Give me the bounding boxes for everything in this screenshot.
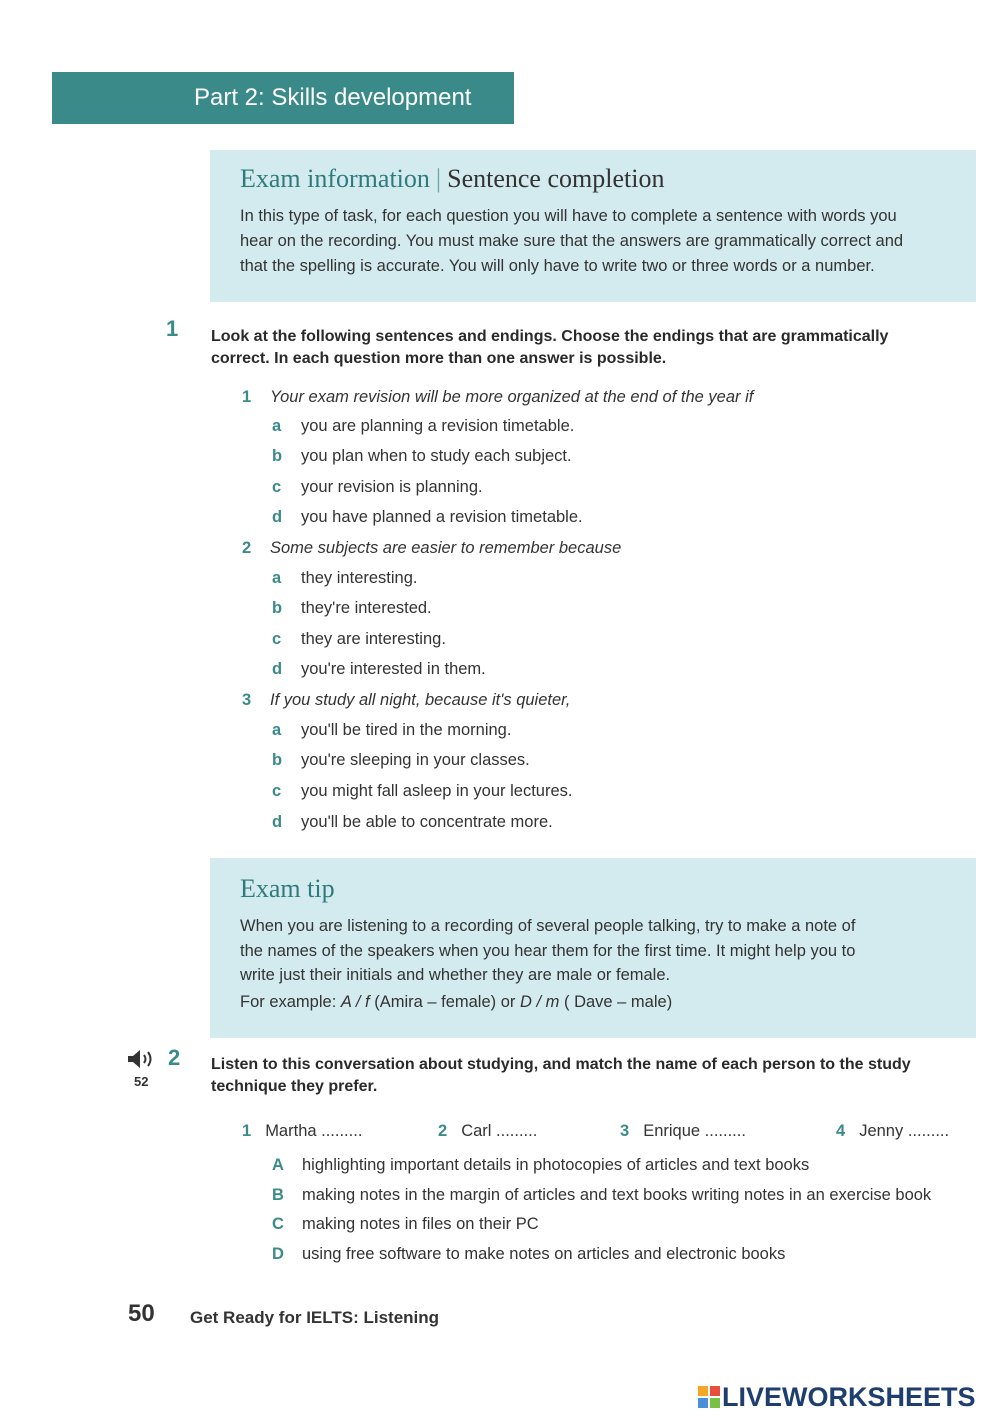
option-text: you have planned a revision timetable. <box>301 508 583 526</box>
exam-information-subtitle: Sentence completion <box>447 164 665 193</box>
answer-blank[interactable]: ......... <box>321 1122 363 1140</box>
option-letter: b <box>272 751 283 769</box>
name-item-enrique <box>620 1122 746 1141</box>
option-letter: d <box>272 508 283 526</box>
answer-blank[interactable]: ......... <box>907 1122 950 1140</box>
exam-information-line: that the spelling is accurate. You will only have to write two or three words or a number. <box>240 257 875 275</box>
option-1a[interactable] <box>272 417 574 436</box>
name-number: 1 <box>242 1122 252 1140</box>
example-prefix: For example: <box>240 992 341 1011</box>
answer-blank[interactable]: ......... <box>496 1122 538 1140</box>
task-1-number: 1 <box>166 316 179 341</box>
technique-text: using free software to make notes on articles and electronic books <box>302 1245 786 1263</box>
instruction-line: Listen to this conversation about studying, and match the name of each person to the study <box>211 1056 911 1073</box>
exam-tip-example <box>240 990 954 1015</box>
option-text: you plan when to study each subject. <box>301 447 572 465</box>
question-3 <box>242 691 570 710</box>
technique-text: highlighting important details in photocopies of articles and text books <box>302 1156 810 1174</box>
audio-track-number: 52 <box>134 1074 149 1089</box>
exam-tip-line: When you are listening to a recording of several people talking, try to make a note of <box>240 917 856 935</box>
example-initials-a: A / f <box>340 992 370 1011</box>
name-item-carl <box>438 1122 537 1141</box>
title-separator: | <box>435 164 442 193</box>
exam-information-box <box>210 150 976 302</box>
technique-letter: B <box>272 1186 284 1204</box>
exam-tip-text <box>240 914 954 1014</box>
option-3c[interactable] <box>272 782 572 801</box>
option-text: you're sleeping in your classes. <box>301 751 530 769</box>
example-desc-a: (Amira – female) or <box>369 992 520 1011</box>
person-name: Jenny <box>859 1122 904 1140</box>
question-2 <box>242 539 621 558</box>
example-initials-b: D / m <box>519 992 560 1011</box>
option-2c[interactable] <box>272 630 446 649</box>
option-1d[interactable] <box>272 508 583 527</box>
option-text: they are interesting. <box>301 630 446 648</box>
option-text: they're interested. <box>301 599 432 617</box>
option-letter: a <box>272 569 282 587</box>
option-letter: c <box>272 478 282 496</box>
option-text: your revision is planning. <box>301 478 483 496</box>
part-banner: Part 2: Skills development <box>52 72 514 124</box>
exam-tip-title: Exam tip <box>240 874 335 903</box>
technique-a <box>272 1156 809 1175</box>
technique-text: making notes in the margin of articles and text books writing notes in an exercise book <box>302 1186 932 1204</box>
option-text: you're interested in them. <box>301 660 486 678</box>
instruction-line: technique they prefer. <box>211 1078 378 1095</box>
exam-information-line: hear on the recording. You must make sure that the answers are grammatically correct and <box>240 232 904 250</box>
option-letter: d <box>272 660 283 678</box>
option-2b[interactable] <box>272 599 432 618</box>
audio-speaker-icon[interactable] <box>126 1048 160 1070</box>
task-2-number: 2 <box>168 1045 181 1070</box>
name-number: 2 <box>438 1122 448 1140</box>
option-letter: a <box>272 417 282 435</box>
option-letter: a <box>272 721 282 739</box>
technique-text: making notes in files on their PC <box>302 1215 539 1233</box>
example-desc-b: ( Dave – male) <box>559 992 673 1011</box>
exam-information-heading: Exam information <box>240 164 430 193</box>
option-text: you'll be tired in the morning. <box>301 721 512 739</box>
instruction-line: correct. In each question more than one answer is possible. <box>211 350 667 367</box>
technique-d <box>272 1245 785 1264</box>
name-item-jenny <box>836 1122 949 1141</box>
option-text: you might fall asleep in your lectures. <box>301 782 573 800</box>
task-2-instruction <box>211 1054 976 1098</box>
liveworksheets-logo-icon <box>698 1386 720 1408</box>
technique-letter: D <box>272 1245 284 1263</box>
technique-letter: A <box>272 1156 284 1174</box>
option-1c[interactable] <box>272 478 483 497</box>
page-number: 50 <box>128 1300 155 1327</box>
name-number: 3 <box>620 1122 630 1140</box>
option-letter: b <box>272 599 283 617</box>
technique-letter: C <box>272 1215 284 1233</box>
option-2d[interactable] <box>272 660 486 679</box>
option-3a[interactable] <box>272 721 511 740</box>
exam-tip-box <box>210 858 976 1038</box>
option-letter: b <box>272 447 283 465</box>
question-1 <box>242 388 753 407</box>
question-stem: Some subjects are easier to remember because <box>270 539 622 557</box>
option-text: they interesting. <box>301 569 418 587</box>
instruction-line: Look at the following sentences and endings. Choose the endings that are grammatically <box>211 328 889 345</box>
option-letter: d <box>272 813 283 831</box>
watermark-text: LIVEWORKSHEETS <box>722 1381 976 1412</box>
question-number: 2 <box>242 539 252 557</box>
question-number: 3 <box>242 691 252 709</box>
option-letter: c <box>272 630 282 648</box>
option-text: you are planning a revision timetable. <box>301 417 575 435</box>
option-letter: c <box>272 782 282 800</box>
book-title: Get Ready for IELTS: Listening <box>190 1308 440 1327</box>
option-3d[interactable] <box>272 813 553 832</box>
person-name: Carl <box>461 1122 492 1140</box>
technique-b <box>272 1186 931 1205</box>
question-stem: If you study all night, because it's quieter, <box>270 691 571 709</box>
exam-tip-line: the names of the speakers when you hear them for the first time. It might help you to <box>240 941 856 960</box>
exam-information-title <box>240 164 954 194</box>
name-number: 4 <box>836 1122 846 1140</box>
question-number: 1 <box>242 388 252 406</box>
name-item-martha <box>242 1122 362 1141</box>
option-3b[interactable] <box>272 751 530 770</box>
option-1b[interactable] <box>272 447 572 466</box>
exam-tip-line: write just their initials and whether they are male or female. <box>240 966 671 984</box>
answer-blank[interactable]: ......... <box>704 1122 746 1140</box>
exam-information-line: In this type of task, for each question you will have to complete a sentence with words you <box>240 207 897 225</box>
option-text: you'll be able to concentrate more. <box>301 813 553 831</box>
person-name: Enrique <box>643 1122 701 1140</box>
liveworksheets-watermark <box>698 1382 976 1412</box>
question-stem: Your exam revision will be more organized at the end of the year if <box>270 388 754 406</box>
technique-c <box>272 1215 539 1234</box>
exam-information-text <box>240 204 954 279</box>
option-2a[interactable] <box>272 569 417 588</box>
task-1-instruction <box>211 326 976 370</box>
person-name: Martha <box>265 1122 317 1140</box>
